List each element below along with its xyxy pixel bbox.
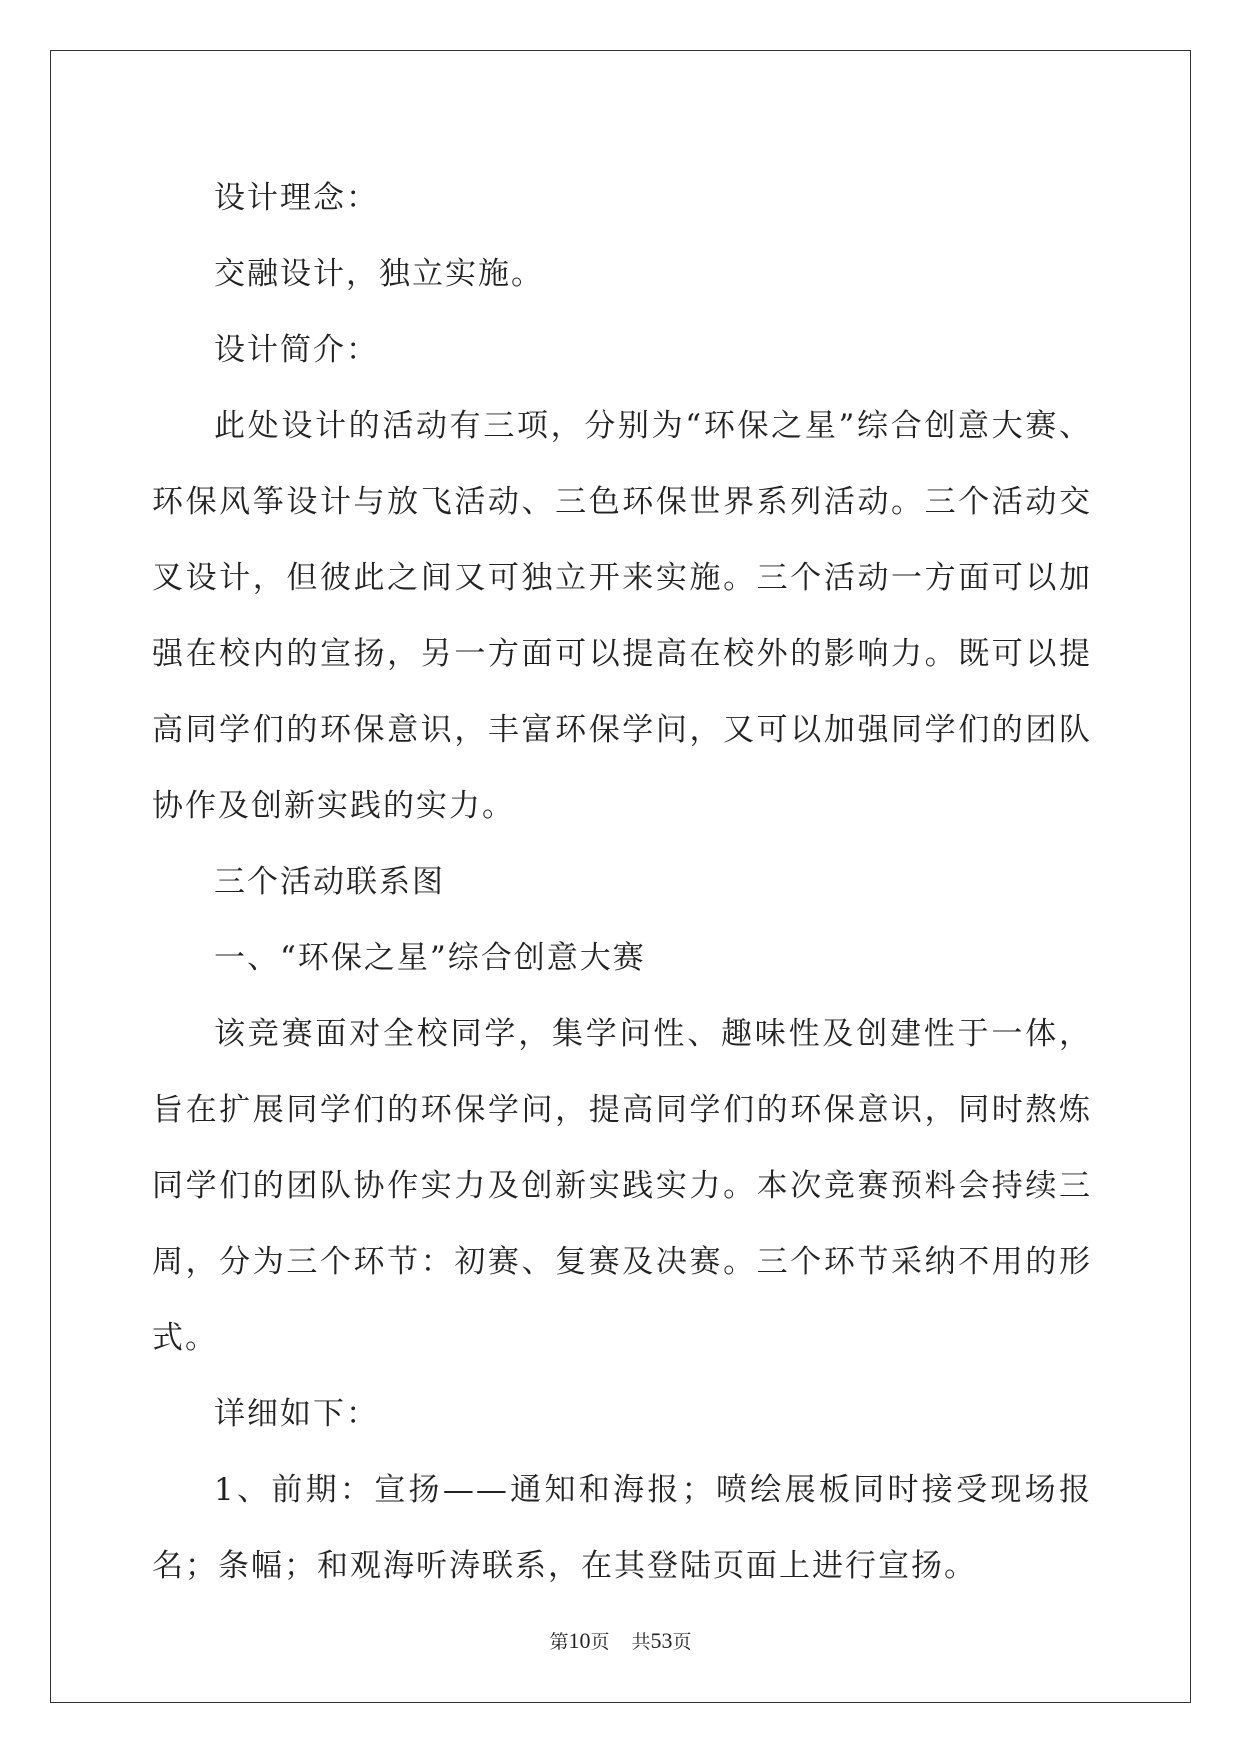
footer-total-prefix: 共 [631, 1631, 651, 1653]
footer-prefix: 第 [549, 1631, 569, 1653]
page-footer [0, 1627, 1241, 1654]
paragraph-design-intro-heading: 设计简介： [214, 332, 379, 368]
paragraph-section-one-heading: 一、“环保之星”综合创意大赛 [214, 940, 646, 976]
footer-page-suffix: 页 [590, 1631, 610, 1653]
footer-current-page: 10 [568, 1628, 591, 1653]
document-body [152, 160, 1092, 1604]
paragraph-activity-diagram-title: 三个活动联系图 [214, 864, 445, 900]
paragraph-preliminary-stage: 1、前期：宣扬——通知和海报；喷绘展板同时接受现场报名；条幅；和观海听涛联系，在其登陆页面上进行宣扬。 [152, 1472, 1092, 1584]
paragraph-design-concept-heading: 设计理念： [214, 180, 379, 216]
footer-total-pages: 53 [650, 1628, 673, 1653]
paragraph-design-intro: 此处设计的活动有三项，分别为“环保之星”综合创意大赛、环保风筝设计与放飞活动、三色环保世界系列活动。三个活动交叉设计，但彼此之间又可独立开来实施。三个活动一方面可以加强在校内的宣扬，另一方面可以提高在校外的影响力。既可以提高同学们的环保意识，丰富环保学问，又可以加强同学们的团队协作及创新实践的实力。 [152, 408, 1092, 824]
paragraph-competition-description: 该竞赛面对全校同学，集学问性、趣味性及创建性于一体，旨在扩展同学们的环保学问，提高同学们的环保意识，同时熬炼同学们的团队协作实力及创新实践实力。本次竞赛预料会持续三周，分为三个环节：初赛、复赛及决赛。三个环节采纳不用的形式。 [152, 1016, 1092, 1356]
footer-total-suffix: 页 [672, 1631, 692, 1653]
paragraph-details-heading: 详细如下： [214, 1396, 379, 1432]
paragraph-design-concept: 交融设计，独立实施。 [214, 256, 544, 292]
